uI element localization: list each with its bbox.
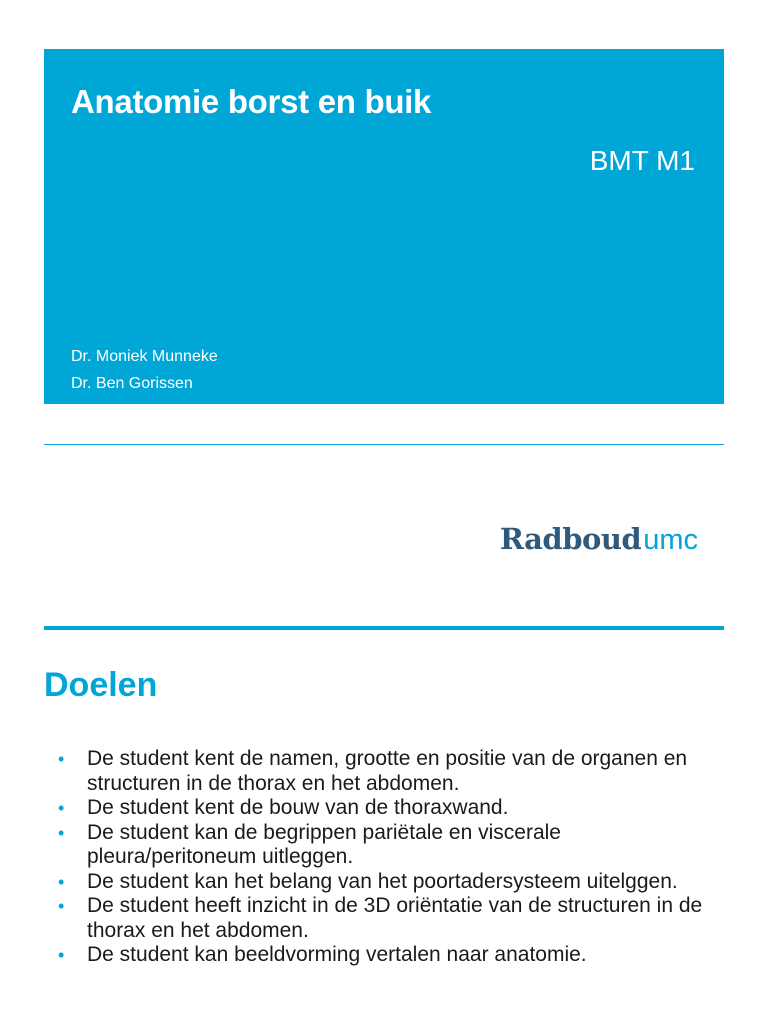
- radboudumc-logo: [500, 522, 698, 557]
- goal-text: De student kent de namen, grootte en positie van de organen en structuren in de thorax en het abdomen.: [87, 747, 688, 795]
- slide-separator: [44, 626, 724, 630]
- goal-text: De student kent de bouw van de thoraxwand.: [87, 796, 509, 819]
- goals-list: [56, 747, 706, 968]
- bullet-icon: •: [58, 749, 65, 769]
- list-item: [56, 870, 706, 895]
- logo-name: Radboud: [499, 522, 642, 556]
- author-name: Dr. Moniek Munneke: [71, 348, 218, 365]
- goal-text: De student kan beeldvorming vertalen naar anatomie.: [87, 943, 587, 966]
- goals-heading: Doelen: [44, 666, 158, 704]
- bullet-icon: •: [58, 945, 65, 965]
- bullet-icon: •: [58, 798, 65, 818]
- bullet-icon: •: [58, 822, 65, 843]
- list-item: [56, 796, 706, 821]
- list-item: [56, 747, 706, 796]
- author-name: Dr. Ben Gorissen: [71, 375, 193, 392]
- logo-suffix: umc: [643, 524, 698, 556]
- goal-text: De student heeft inzicht in de 3D oriëntatie van de structuren in de thorax en het abdomen.: [87, 894, 703, 942]
- bullet-icon: •: [58, 871, 65, 892]
- goal-text: De student kan de begrippen pariëtale en viscerale pleura/peritoneum uitleggen.: [87, 820, 561, 868]
- list-item: [56, 821, 706, 870]
- divider-line: [44, 444, 724, 445]
- list-item: [56, 943, 706, 968]
- list-item: [56, 894, 706, 943]
- title-slide-banner: [44, 49, 724, 404]
- author-list: [71, 343, 218, 397]
- bullet-icon: •: [58, 896, 65, 916]
- slide-title: Anatomie borst en buik: [71, 83, 432, 120]
- goal-text: De student kan het belang van het poortadersysteem uitelggen.: [87, 869, 678, 893]
- course-code: BMT M1: [589, 145, 695, 176]
